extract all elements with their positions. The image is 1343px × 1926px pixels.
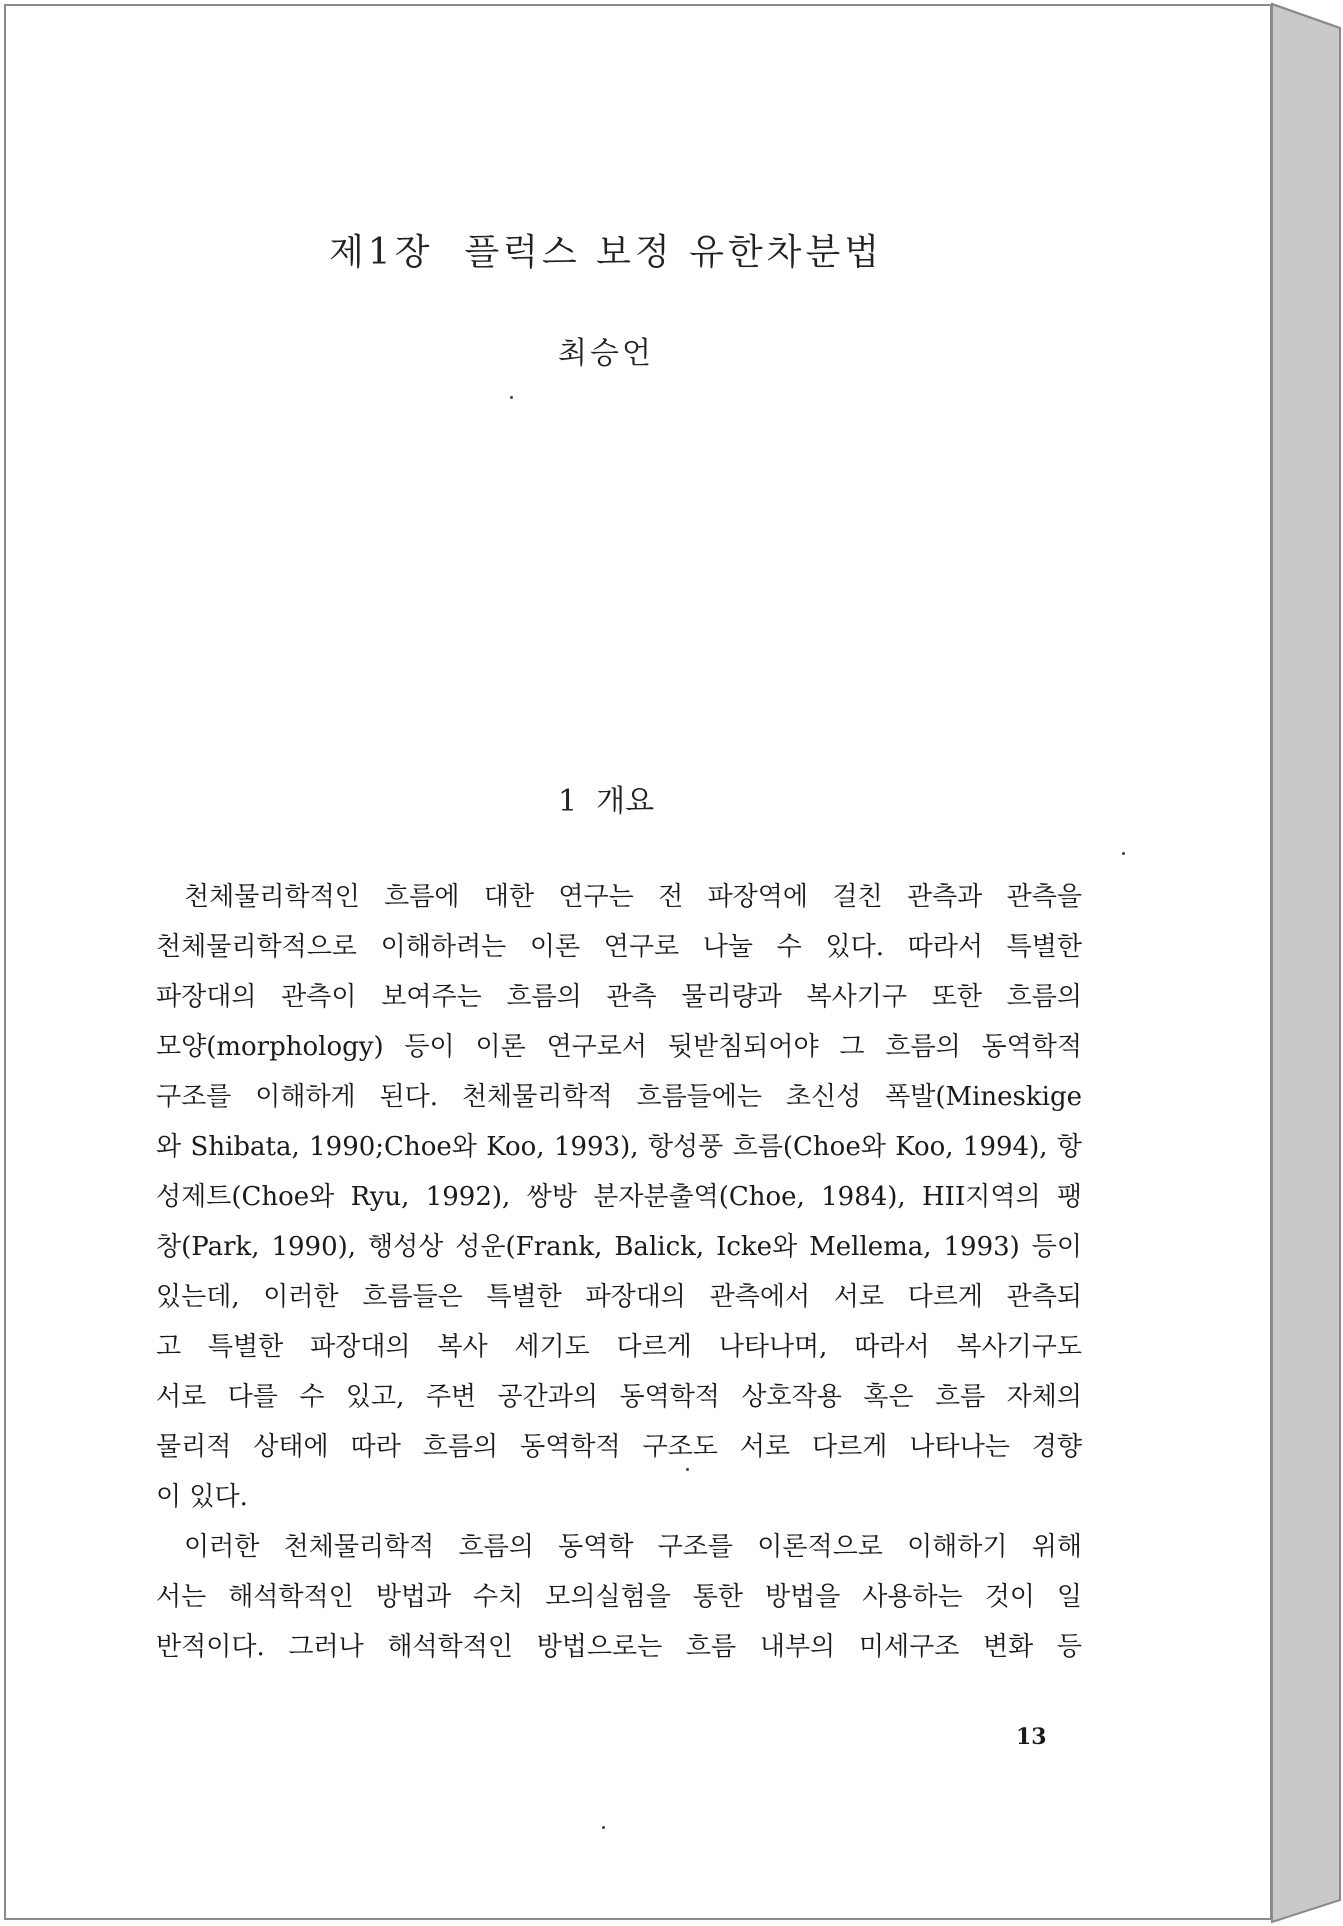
body-line: 서는 해석학적인 방법과 수치 모의실험을 통한 방법을 사용하는 것이 일 (156, 1582, 1082, 1612)
chapter-title: 제1장 플럭스 보정 유한차분법 (329, 232, 883, 273)
scan-speck (686, 1468, 689, 1471)
page-number: 13 (1016, 1724, 1047, 1750)
body-line: 천체물리학적으로 이해하려는 이론 연구로 나눌 수 있다. 따라서 특별한 (156, 932, 1082, 962)
body-line: 서로 다를 수 있고, 주변 공간과의 동역학적 상호작용 혹은 흐름 자체의 (156, 1382, 1082, 1412)
body-line: 구조를 이해하게 된다. 천체물리학적 흐름들에는 초신성 폭발(Mineskige (156, 1082, 1082, 1112)
section-heading: 1 개요 (557, 784, 655, 819)
body-line: 창(Park, 1990), 행성상 성운(Frank, Balick, Icke와 Mellema, 1993) 등이 (156, 1232, 1082, 1262)
body-line: 파장대의 관측이 보여주는 흐름의 관측 물리량과 복사기구 또한 흐름의 (156, 982, 1082, 1012)
body-line: 물리적 상태에 따라 흐름의 동역학적 구조도 서로 다르게 나타나는 경향 (156, 1432, 1082, 1462)
body-line: 이러한 천체물리학적 흐름의 동역학 구조를 이론적으로 이해하기 위해 (184, 1532, 1082, 1562)
body-line: 모양(morphology) 등이 이론 연구로서 뒷받침되어야 그 흐름의 동역학적 (156, 1032, 1082, 1062)
scan-speck (1122, 852, 1125, 855)
body-line: 천체물리학적인 흐름에 대한 연구는 전 파장역에 걸친 관측과 관측을 (184, 882, 1082, 912)
book-page (4, 4, 1272, 1920)
body-line: 이 있다. (156, 1482, 248, 1512)
body-line: 고 특별한 파장대의 복사 세기도 다르게 나타나며, 따라서 복사기구도 (156, 1332, 1082, 1362)
body-line: 성제트(Choe와 Ryu, 1992), 쌍방 분자분출역(Choe, 1984), HII지역의 팽 (156, 1182, 1082, 1212)
scan-speck (510, 396, 513, 399)
author-name: 최승언 (558, 336, 654, 371)
scan-speck (602, 1826, 605, 1829)
body-line: 반적이다. 그러나 해석학적인 방법으로는 흐름 내부의 미세구조 변화 등 (156, 1632, 1082, 1662)
body-line: 와 Shibata, 1990;Choe와 Koo, 1993), 항성풍 흐름(Choe와 Koo, 1994), 항 (156, 1132, 1082, 1162)
body-line: 있는데, 이러한 흐름들은 특별한 파장대의 관측에서 서로 다르게 관측되 (156, 1282, 1082, 1312)
